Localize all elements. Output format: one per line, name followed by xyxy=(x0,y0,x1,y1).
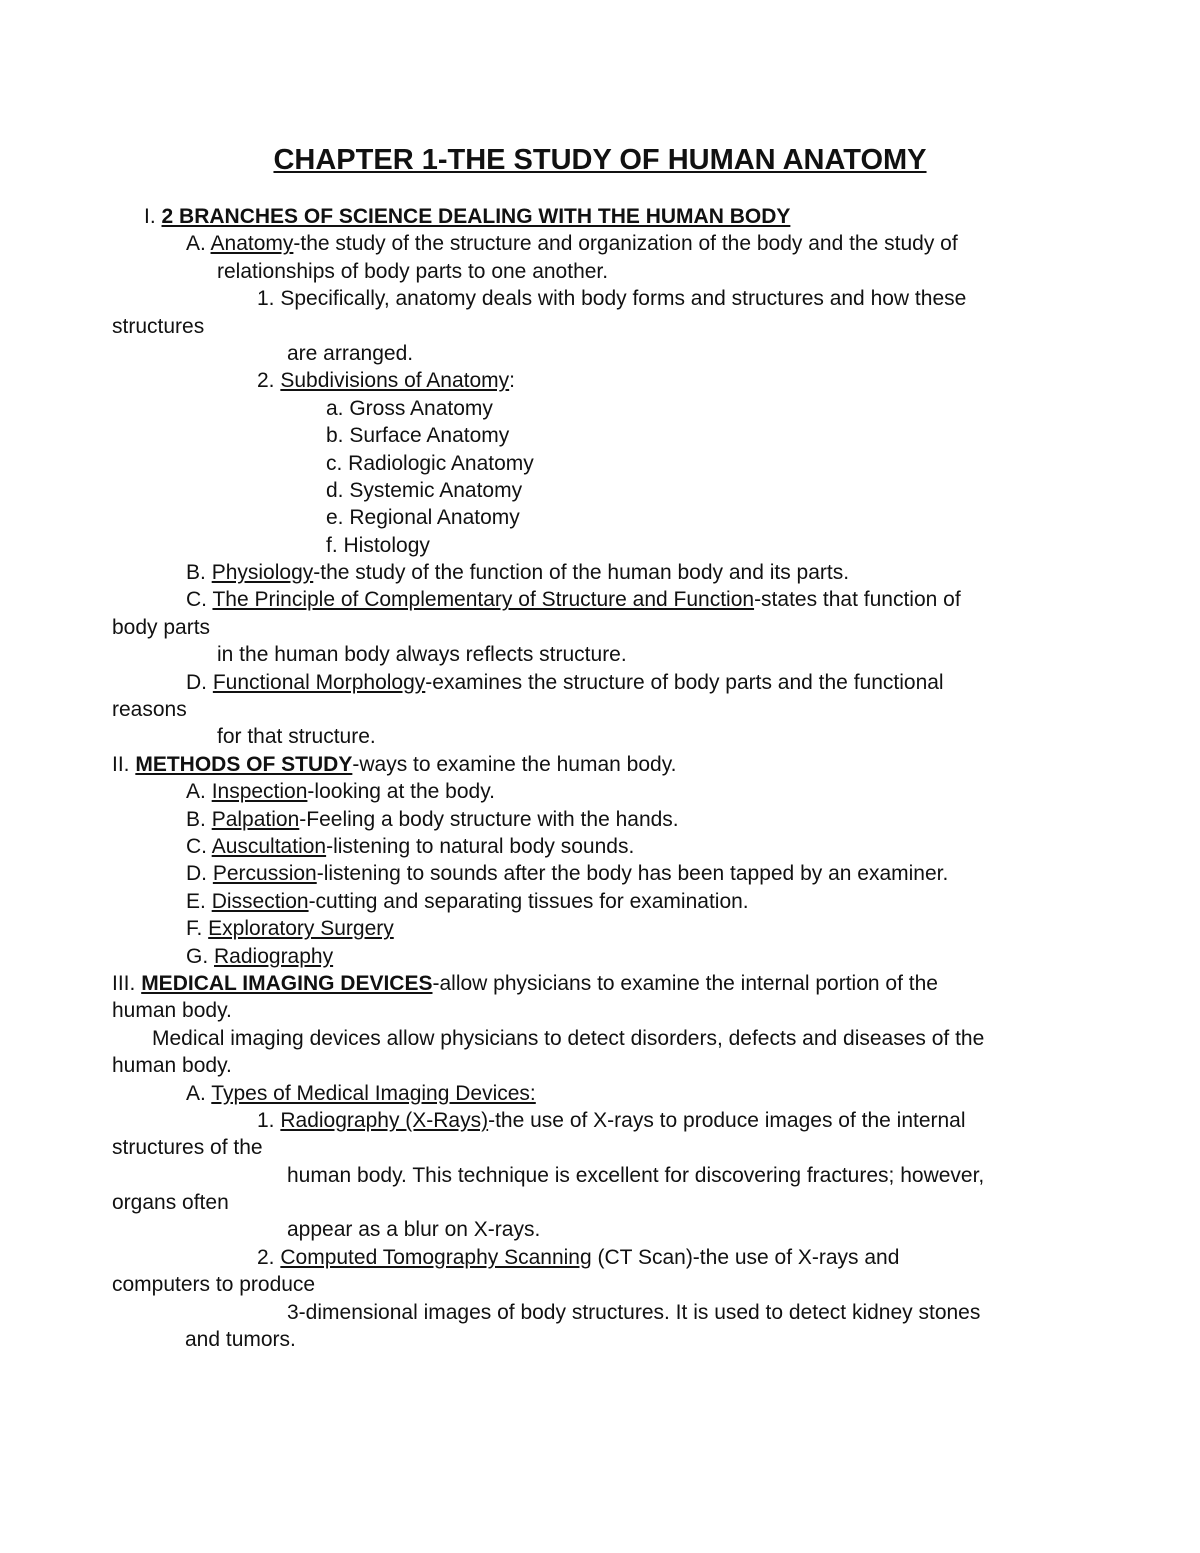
item-radiography-wrap: structures of the xyxy=(112,1136,263,1160)
subdivision-item: c. Radiologic Anatomy xyxy=(326,451,534,475)
method-item: B. Palpation-Feeling a body structure with the hands. xyxy=(186,807,679,831)
item-imaging-types: A. Types of Medical Imaging Devices: xyxy=(186,1081,536,1105)
term-ct-scan: Computed Tomography Scanning xyxy=(280,1245,592,1269)
method-item: G. Radiography xyxy=(186,944,334,968)
subdivision-item: b. Surface Anatomy xyxy=(326,424,510,448)
item-ct-scan-cont-2: and tumors. xyxy=(185,1328,296,1352)
section-3-wrap: human body. xyxy=(112,999,232,1023)
item-radiography: 1. Radiography (X-Rays)-the use of X-rays to produce images of the internal xyxy=(257,1108,966,1132)
section-3-heading: III. MEDICAL IMAGING DEVICES-allow physicians to examine the internal portion of the xyxy=(112,971,938,995)
subdivision-item: e. Regional Anatomy xyxy=(326,506,520,530)
section-2-heading: II. METHODS OF STUDY-ways to examine the human body. xyxy=(112,752,677,776)
method-item: D. Percussion-listening to sounds after the body has been tapped by an examiner. xyxy=(186,862,949,886)
item-ct-scan-wrap: computers to produce xyxy=(112,1273,316,1297)
document-body xyxy=(0,203,1200,1353)
term-functional-morphology: Functional Morphology xyxy=(212,670,426,694)
method-item: A. Inspection-looking at the body. xyxy=(186,780,495,804)
method-item: F. Exploratory Surgery xyxy=(186,917,394,941)
imaging-paragraph: Medical imaging devices allow physicians to detect disorders, defects and diseases of the xyxy=(152,1026,985,1050)
term-physiology: Physiology xyxy=(211,561,314,585)
item-physiology: B. Physiology-the study of the function of the human body and its parts. xyxy=(186,561,850,585)
section-number: I. xyxy=(144,205,162,228)
item-principle-wrap: body parts xyxy=(112,615,211,639)
item-anatomy-cont: relationships of body parts to one another. xyxy=(217,259,609,283)
item-anatomy-1-cont: are arranged. xyxy=(287,341,414,365)
term-subdivisions: Subdivisions of Anatomy xyxy=(280,369,510,393)
page-title: CHAPTER 1-THE STUDY OF HUMAN ANATOMY xyxy=(273,144,927,176)
section-number: II. xyxy=(112,752,136,776)
item-anatomy-1: 1. Specifically, anatomy deals with body forms and structures and how these xyxy=(257,287,967,311)
item-functional-morphology-cont: for that structure. xyxy=(217,725,376,749)
item-ct-scan-cont: 3-dimensional images of body structures. It is used to detect kidney stones xyxy=(287,1300,981,1324)
section-1-heading xyxy=(0,203,1200,230)
term-imaging-types: Types of Medical Imaging Devices: xyxy=(211,1081,536,1105)
subdivision-item: d. Systemic Anatomy xyxy=(326,478,523,502)
imaging-paragraph-wrap: human body. xyxy=(112,1054,232,1078)
item-anatomy: A. Anatomy-the study of the structure and organization of the body and the study of xyxy=(186,232,958,256)
item-principle: C. The Principle of Complementary of Structure and Function-states that function of xyxy=(186,588,961,612)
section-title: MEDICAL IMAGING DEVICES xyxy=(141,971,433,995)
item-radiography-wrap-2: organs often xyxy=(112,1191,229,1215)
item-subdivisions: 2. Subdivisions of Anatomy: xyxy=(257,369,515,393)
subdivision-item: f. Histology xyxy=(326,533,430,557)
section-title: METHODS OF STUDY xyxy=(135,752,353,776)
section-title: 2 BRANCHES OF SCIENCE DEALING WITH THE HUMAN BODY xyxy=(161,205,791,228)
item-ct-scan: 2. Computed Tomography Scanning (CT Scan)-the use of X-rays and xyxy=(257,1245,900,1269)
term-principle: The Principle of Complementary of Structure and Function xyxy=(212,588,755,612)
item-anatomy-1-wrap: structures xyxy=(112,314,205,338)
subdivision-item: a. Gross Anatomy xyxy=(326,396,493,420)
section-number: III. xyxy=(112,971,142,995)
method-item: E. Dissection-cutting and separating tissues for examination. xyxy=(186,889,749,913)
method-item: C. Auscultation-listening to natural body sounds. xyxy=(186,834,635,858)
item-principle-cont: in the human body always reflects structure. xyxy=(217,643,627,667)
term-radiography: Radiography (X-Rays) xyxy=(280,1108,489,1132)
item-functional-morphology-wrap: reasons xyxy=(112,698,187,722)
item-radiography-cont: human body. This technique is excellent for discovering fractures; however, xyxy=(287,1163,985,1187)
item-functional-morphology: D. Functional Morphology-examines the structure of body parts and the functional xyxy=(186,670,944,694)
item-radiography-cont-2: appear as a blur on X-rays. xyxy=(287,1218,541,1242)
term-anatomy: Anatomy xyxy=(210,232,294,256)
